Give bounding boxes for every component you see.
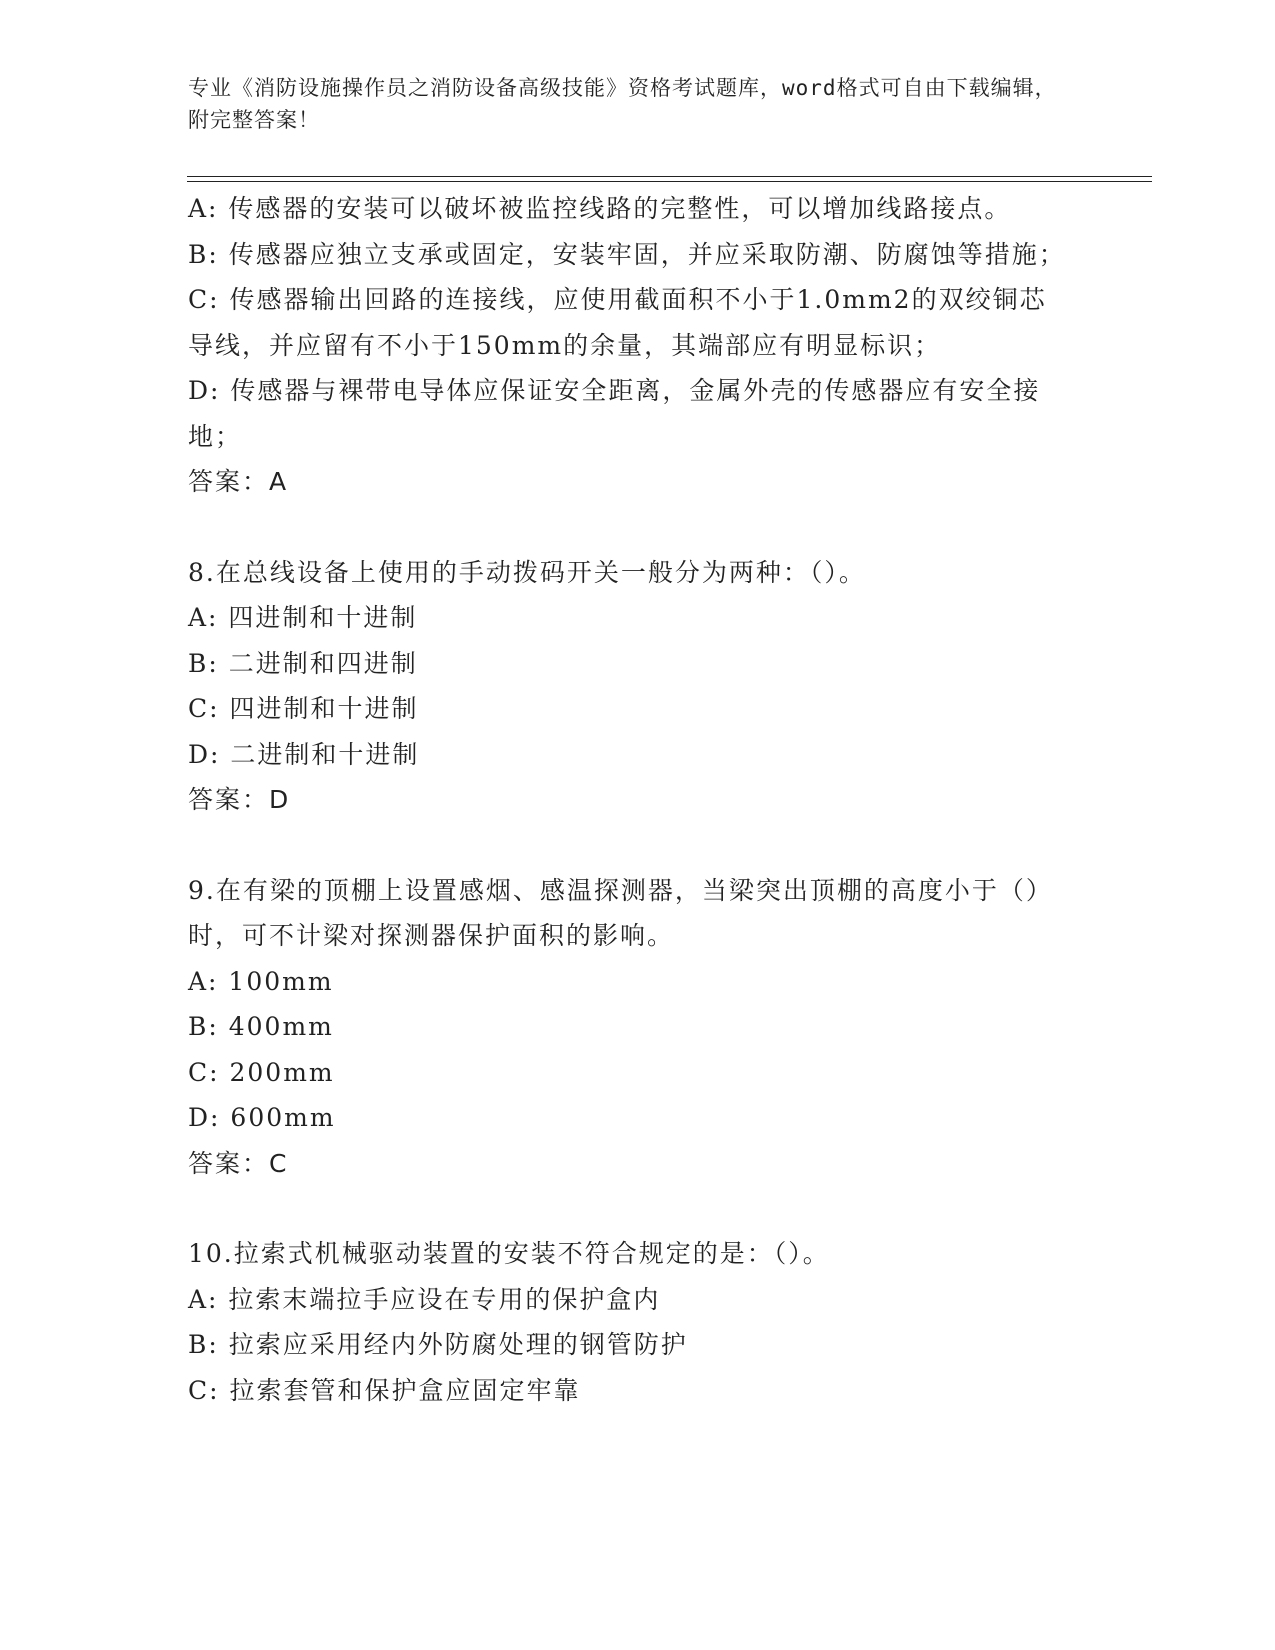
option-a: A: 传感器的安装可以破坏被监控线路的完整性，可以增加线路接点。 xyxy=(188,194,1012,223)
spacer xyxy=(188,505,1088,550)
answer-label: 答案：C xyxy=(188,1148,289,1178)
document-header: 专业《消防设施操作员之消防设备高级技能》资格考试题库，word格式可自由下载编辑，附完整答案！ xyxy=(188,76,1057,132)
option-c: C: 传感器输出回路的连接线，应使用截面积不小于1.0mm2的双绞铜芯导线，并应留有不小于150mm的余量，其端部应有明显标识； xyxy=(188,285,1047,360)
option-a: A: 100mm xyxy=(188,966,334,996)
option-d: D: 传感器与裸带电导体应保证安全距离，金属外壳的传感器应有安全接地； xyxy=(188,376,1041,451)
option-c: C: 四进制和十进制 xyxy=(188,694,419,723)
header-rule-top xyxy=(187,176,1152,177)
option-a: A: 四进制和十进制 xyxy=(188,603,418,632)
option-c: C: 拉索套管和保护盒应固定牢靠 xyxy=(188,1375,581,1405)
option-d: D: 600mm xyxy=(188,1103,336,1132)
question-title: 9.在有梁的顶棚上设置感烟、感温探测器，当梁突出顶棚的高度小于（）时，可不计梁对探测器保护面积的影响。 xyxy=(188,875,1053,950)
option-a: A: 拉索末端拉手应设在专用的保护盒内 xyxy=(188,1284,661,1314)
question-title: 8.在总线设备上使用的手动拨码开关一般分为两种：（）。 xyxy=(188,557,866,587)
answer-label: 答案：A xyxy=(188,467,289,496)
document-body xyxy=(188,186,1088,1413)
question-block-10 xyxy=(188,1231,1088,1413)
option-b: B: 传感器应独立支承或固定，安装牢固，并应采取防潮、防腐蚀等措施； xyxy=(188,239,1066,269)
question-title: 10.拉索式机械驱动装置的安装不符合规定的是：（）。 xyxy=(188,1239,830,1268)
spacer xyxy=(188,1186,1088,1231)
header-rule-bottom xyxy=(187,181,1152,182)
spacer xyxy=(188,823,1088,868)
answer-label: 答案：D xyxy=(188,785,291,814)
option-b: B: 拉索应采用经内外防腐处理的钢管防护 xyxy=(188,1330,688,1359)
option-c: C: 200mm xyxy=(188,1057,335,1087)
question-block-9 xyxy=(188,868,1088,1187)
option-d: D: 二进制和十进制 xyxy=(188,739,420,769)
option-b: B: 400mm xyxy=(188,1012,334,1041)
question-block-prev xyxy=(188,186,1088,505)
option-b: B: 二进制和四进制 xyxy=(188,648,418,678)
question-block-8 xyxy=(188,550,1088,823)
